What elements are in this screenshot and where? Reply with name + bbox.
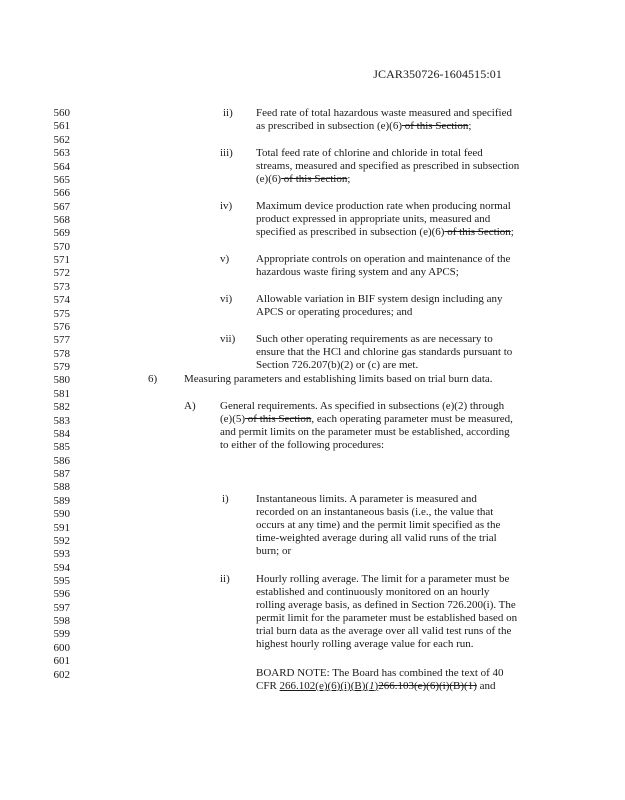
body-text: as prescribed in subsection (e)(6) of this Section;	[256, 120, 472, 132]
subsection-heading: Measuring parameters and establishing limits based on trial burn data.	[184, 373, 493, 385]
struck-text: of this Section	[281, 173, 348, 185]
line-number: 585	[53, 441, 70, 454]
board-note-citation: CFR 266.102(e)(6)(i)(B)(1)266.103(e)(6)(i)(B)(1) and	[256, 680, 496, 692]
line-number: 569	[53, 227, 70, 240]
struck-text: of this Section	[245, 413, 312, 425]
document-id-header: JCAR350726-1604515:01	[373, 67, 502, 81]
line-number: 567	[53, 200, 70, 213]
body-text: Allowable variation in BIF system design including any	[256, 293, 503, 305]
line-number: 589	[53, 494, 70, 507]
body-text: and permit limits on the parameter must be established, according	[220, 426, 510, 438]
line-number: 562	[53, 133, 70, 146]
body-text: Maximum device production rate when producing normal	[256, 200, 511, 212]
line-number: 598	[53, 615, 70, 628]
line-number: 573	[53, 280, 70, 293]
line-number: 563	[53, 147, 70, 160]
item-label: i)	[222, 493, 229, 505]
body-text: product expressed in appropriate units, measured and	[256, 213, 491, 225]
line-number: 577	[53, 334, 70, 347]
line-number: 561	[53, 120, 70, 133]
body-text: Total feed rate of chlorine and chloride in total feed	[256, 147, 483, 159]
body-text: Section 726.207(b)(2) or (c) are met.	[256, 359, 419, 371]
body-text: General requirements. As specified in subsections (e)(2) through	[220, 400, 505, 412]
line-number: 571	[53, 254, 70, 267]
body-text: burn; or	[256, 545, 292, 557]
body-text: Hourly rolling average. The limit for a parameter must be	[256, 573, 510, 585]
line-number: 581	[53, 387, 70, 400]
line-number: 595	[53, 575, 70, 587]
body-text: occurs at any time) and the permit limit specified as the	[256, 519, 501, 531]
body-text: established and continuously monitored on an hourly	[256, 586, 490, 598]
item-label: ii)	[223, 107, 233, 119]
item-label: iv)	[220, 200, 233, 212]
body-text: rolling average basis, as defined in Section 726.200(i). The	[256, 599, 516, 611]
struck-text: of this Section	[402, 120, 469, 132]
body-text: APCS or operating procedures; and	[256, 306, 413, 318]
line-number: 566	[53, 187, 70, 200]
body-text: to either of the following procedures:	[220, 439, 385, 451]
item-label: vii)	[220, 333, 236, 345]
struck-text: of this Section	[444, 226, 511, 238]
body-text: Instantaneous limits. A parameter is measured and	[256, 493, 477, 505]
body-text: specified as prescribed in subsection (e)(6) of this Section;	[256, 226, 514, 238]
line-number: 593	[53, 548, 70, 561]
item-label: A)	[184, 400, 196, 412]
subsection-label: 6)	[148, 373, 158, 385]
line-number: 596	[53, 588, 70, 601]
body-text: Feed rate of total hazardous waste measured and specified	[256, 107, 512, 119]
line-number: 590	[53, 508, 70, 521]
item-label: ii)	[220, 573, 230, 585]
line-number: 599	[53, 628, 70, 641]
line-number: 592	[53, 534, 70, 547]
board-note: BOARD NOTE: The Board has combined the text of 40	[256, 667, 504, 679]
body-text: Appropriate controls on operation and maintenance of the	[256, 253, 511, 265]
line-number: 560	[53, 107, 70, 119]
body-text: time-weighted average during all valid runs of the trial	[256, 532, 497, 544]
line-number: 564	[53, 160, 70, 173]
line-number: 594	[53, 561, 70, 574]
line-number: 574	[53, 294, 70, 307]
line-number: 591	[53, 521, 70, 534]
line-number: 583	[53, 414, 70, 427]
line-number: 576	[53, 320, 70, 333]
line-number: 587	[53, 468, 70, 480]
body-text: permit limit for the parameter must be established based on	[256, 612, 518, 624]
body-text: hazardous waste firing system and any APCS;	[256, 266, 459, 278]
body-text: ensure that the HCl and chlorine gas standards pursuant to	[256, 346, 513, 358]
line-number: 600	[53, 641, 70, 654]
line-number: 572	[53, 267, 70, 280]
line-number: 588	[53, 481, 70, 494]
line-number: 568	[53, 214, 70, 226]
item-label: v)	[220, 253, 230, 265]
line-number: 570	[53, 240, 70, 253]
line-number: 597	[53, 601, 70, 614]
line-number: 579	[53, 361, 70, 373]
body-text: trial burn data as the average over all valid test runs of the	[256, 625, 512, 637]
struck-text: 266.103(e)(6)(i)(B)(1)	[378, 680, 477, 692]
body-text: (e)(5) of this Section, each operating parameter must be measured,	[220, 413, 513, 425]
line-number: 584	[53, 427, 70, 440]
line-number: 582	[53, 401, 70, 414]
body-text: highest hourly rolling average value for each run.	[256, 638, 474, 650]
body-text: recorded on an instantaneous basis (i.e., the value that	[256, 506, 494, 518]
line-number: 580	[53, 374, 70, 387]
item-label: iii)	[220, 147, 233, 159]
line-number: 586	[53, 454, 70, 467]
line-number: 575	[53, 307, 70, 320]
line-number: 601	[53, 655, 70, 668]
body-text: Such other operating requirements as are necessary to	[256, 333, 493, 345]
item-label: vi)	[220, 293, 233, 305]
line-number: 565	[53, 173, 70, 186]
line-number: 602	[53, 668, 70, 681]
line-number: 578	[53, 347, 70, 360]
inserted-text: 266.102(e)(6)(i)(B)(1)	[279, 680, 379, 692]
body-text: streams, measured and specified as prescribed in subsection	[256, 160, 520, 172]
body-text: (e)(6) of this Section;	[256, 173, 351, 185]
